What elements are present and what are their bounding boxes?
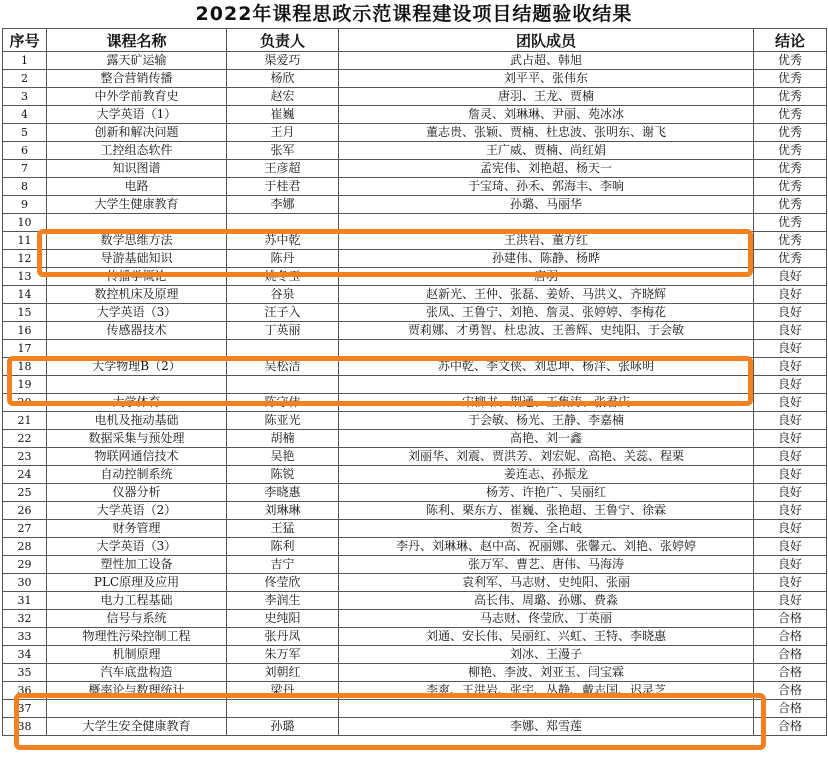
- cell-result: 优秀: [754, 106, 827, 124]
- highlight-box-row-36: [14, 693, 766, 750]
- cell-lead: 佟莹欣: [227, 574, 339, 592]
- cell-lead: 陈锐: [227, 466, 339, 484]
- cell-team: 张凤、王鲁宁、刘艳、詹灵、张婷婷、李梅花: [339, 304, 754, 322]
- cell-lead: 陈亚光: [227, 412, 339, 430]
- cell-index: 33: [3, 628, 47, 646]
- header-team: 团队成员: [339, 29, 754, 52]
- cell-course: 大学英语（3）: [47, 538, 227, 556]
- cell-course: 机制原理: [47, 646, 227, 664]
- cell-index: 23: [3, 448, 47, 466]
- cell-result: 良好: [754, 268, 827, 286]
- cell-result: 良好: [754, 394, 827, 412]
- cell-team: 孟宪伟、刘艳超、杨天一: [339, 160, 754, 178]
- cell-team: 高艳、刘一鑫: [339, 430, 754, 448]
- table-row: [3, 322, 827, 340]
- table-row: [3, 448, 827, 466]
- table-row: [3, 646, 827, 664]
- cell-team: 王洪岩、董方红: [339, 232, 754, 250]
- table-row: [3, 592, 827, 610]
- cell-team: 宋柳书、荆通、王集涛、张君庆: [339, 394, 754, 412]
- cell-lead: 姚冬玉: [227, 268, 339, 286]
- cell-index: 26: [3, 502, 47, 520]
- cell-team: 于宝琦、孙禾、郭海丰、李响: [339, 178, 754, 196]
- cell-lead: 苏中乾: [227, 232, 339, 250]
- cell-lead: 刘琳琳: [227, 502, 339, 520]
- cell-index: 2: [3, 70, 47, 88]
- cell-course: 大学英语（3）: [47, 304, 227, 322]
- cell-result: 良好: [754, 538, 827, 556]
- cell-course: 知识图谱: [47, 160, 227, 178]
- cell-lead: 陈利: [227, 538, 339, 556]
- cell-course: 物理性污染控制工程: [47, 628, 227, 646]
- cell-team: 王广威、贾楠、尚红娟: [339, 142, 754, 160]
- header-index: 序号: [3, 29, 47, 52]
- table-row: [3, 340, 827, 358]
- cell-result: 良好: [754, 430, 827, 448]
- cell-index: 7: [3, 160, 47, 178]
- cell-team: 李娜、郑雪莲: [339, 718, 754, 736]
- cell-result: 良好: [754, 574, 827, 592]
- cell-result: 优秀: [754, 124, 827, 142]
- table-row: [3, 142, 827, 160]
- cell-course: 大学英语（1）: [47, 106, 227, 124]
- cell-result: 良好: [754, 358, 827, 376]
- cell-team: 董志贵、张颖、贾楠、杜忠波、张明东、谢飞: [339, 124, 754, 142]
- cell-index: 32: [3, 610, 47, 628]
- cell-index: 5: [3, 124, 47, 142]
- cell-course: 导游基础知识: [47, 250, 227, 268]
- cell-result: 良好: [754, 592, 827, 610]
- cell-course: 电机及拖动基础: [47, 412, 227, 430]
- cell-course: 仪器分析: [47, 484, 227, 502]
- cell-team: 马志财、佟莹欣、丁英丽: [339, 610, 754, 628]
- cell-result: 良好: [754, 412, 827, 430]
- cell-course: 整合营销传播: [47, 70, 227, 88]
- cell-team: 杨芳、许艳广、吴丽红: [339, 484, 754, 502]
- cell-index: 15: [3, 304, 47, 322]
- cell-course: 大学体育: [47, 394, 227, 412]
- cell-lead: 丁英丽: [227, 322, 339, 340]
- cell-team: 于会敏、杨光、王静、李嘉楠: [339, 412, 754, 430]
- cell-team: 姜连志、孙振龙: [339, 466, 754, 484]
- cell-team: 赵新光、王仲、张磊、姜娇、马洪义、齐晓辉: [339, 286, 754, 304]
- cell-index: 6: [3, 142, 47, 160]
- table-row: [3, 430, 827, 448]
- cell-team: 柳艳、李波、刘亚玉、闫宝霖: [339, 664, 754, 682]
- cell-team: 孙璐、马丽华: [339, 196, 754, 214]
- cell-result: 合格: [754, 664, 827, 682]
- cell-result: 良好: [754, 376, 827, 394]
- cell-index: 20: [3, 394, 47, 412]
- table-row: [3, 196, 827, 214]
- cell-index: 1: [3, 52, 47, 70]
- highlight-box-row-18: [7, 356, 753, 406]
- cell-index: 36: [3, 682, 47, 700]
- cell-course: 中外学前教育史: [47, 88, 227, 106]
- cell-lead: [227, 340, 339, 358]
- cell-course: 自动控制系统: [47, 466, 227, 484]
- cell-course: 大学生健康教育: [47, 196, 227, 214]
- cell-index: 28: [3, 538, 47, 556]
- cell-result: 良好: [754, 322, 827, 340]
- cell-index: 18: [3, 358, 47, 376]
- table-row: [3, 664, 827, 682]
- cell-index: 10: [3, 214, 47, 232]
- cell-team: 刘丽华、刘震、贾洪芳、刘宏妮、高艳、关蕊、程栗: [339, 448, 754, 466]
- page-title: 2022年课程思政示范课程建设项目结题验收结果: [195, 3, 633, 25]
- cell-team: 李爽、王洪岩、张宇、丛静、戴志国、迟灵芝: [339, 682, 754, 700]
- table-row: [3, 70, 827, 88]
- header-row: [3, 29, 827, 52]
- header-result: 结论: [754, 29, 827, 52]
- table-row: [3, 88, 827, 106]
- cell-team: 袁利军、马志财、史纯阳、张丽: [339, 574, 754, 592]
- cell-result: 良好: [754, 520, 827, 538]
- cell-lead: 孙璐: [227, 718, 339, 736]
- cell-team: [339, 340, 754, 358]
- cell-index: 25: [3, 484, 47, 502]
- cell-course: 电力工程基础: [47, 592, 227, 610]
- cell-course: 塑性加工设备: [47, 556, 227, 574]
- cell-lead: 李润生: [227, 592, 339, 610]
- cell-index: 14: [3, 286, 47, 304]
- cell-index: 12: [3, 250, 47, 268]
- cell-course: 数控机床及原理: [47, 286, 227, 304]
- highlight-box-row-11: [37, 229, 753, 277]
- cell-result: 优秀: [754, 142, 827, 160]
- cell-result: 优秀: [754, 196, 827, 214]
- cell-course: 汽车底盘构造: [47, 664, 227, 682]
- table-row: [3, 304, 827, 322]
- cell-result: 优秀: [754, 88, 827, 106]
- table-row: [3, 466, 827, 484]
- table-row: [3, 502, 827, 520]
- cell-result: 优秀: [754, 178, 827, 196]
- cell-index: 37: [3, 700, 47, 718]
- table-row: [3, 484, 827, 502]
- cell-result: 合格: [754, 718, 827, 736]
- cell-index: 4: [3, 106, 47, 124]
- cell-index: 11: [3, 232, 47, 250]
- table-row: [3, 538, 827, 556]
- cell-lead: 史纯阳: [227, 610, 339, 628]
- cell-lead: 王猛: [227, 520, 339, 538]
- cell-team: 陈利、栗东方、崔巍、张艳超、王鲁宁、徐霖: [339, 502, 754, 520]
- cell-team: 孙建伟、陈静、杨晔: [339, 250, 754, 268]
- cell-result: 合格: [754, 682, 827, 700]
- cell-lead: 赵宏: [227, 88, 339, 106]
- cell-result: 良好: [754, 556, 827, 574]
- table-row: [3, 178, 827, 196]
- cell-course: 大学生安全健康教育: [47, 718, 227, 736]
- cell-course: 传播学概论: [47, 268, 227, 286]
- cell-lead: 陈丹: [227, 250, 339, 268]
- cell-lead: 李晓惠: [227, 484, 339, 502]
- cell-lead: 刘朝红: [227, 664, 339, 682]
- cell-result: 良好: [754, 484, 827, 502]
- cell-course: 财务管理: [47, 520, 227, 538]
- cell-course: 工控组态软件: [47, 142, 227, 160]
- cell-index: 16: [3, 322, 47, 340]
- cell-team: 苏中乾、李文侠、刘忠坤、杨洋、张咏明: [339, 358, 754, 376]
- cell-team: 李丹、刘琳琳、赵中高、祝丽娜、张馨元、刘艳、张婷婷: [339, 538, 754, 556]
- cell-result: 良好: [754, 286, 827, 304]
- cell-course: 数学思维方法: [47, 232, 227, 250]
- cell-result: 优秀: [754, 160, 827, 178]
- cell-team: 贺芳、全占岐: [339, 520, 754, 538]
- table-row: [3, 610, 827, 628]
- cell-index: 35: [3, 664, 47, 682]
- cell-course: 传感器技术: [47, 322, 227, 340]
- table-row: [3, 106, 827, 124]
- cell-course: 电路: [47, 178, 227, 196]
- cell-lead: 渠爱巧: [227, 52, 339, 70]
- cell-lead: 张丹凤: [227, 628, 339, 646]
- cell-result: 良好: [754, 448, 827, 466]
- cell-team: 贾莉娜、才勇智、杜忠波、王善辉、史纯阳、于会敏: [339, 322, 754, 340]
- cell-lead: 梁丹: [227, 682, 339, 700]
- cell-index: 29: [3, 556, 47, 574]
- header-lead: 负责人: [227, 29, 339, 52]
- cell-result: 良好: [754, 340, 827, 358]
- cell-index: 3: [3, 88, 47, 106]
- table-row: [3, 160, 827, 178]
- cell-result: 合格: [754, 700, 827, 718]
- cell-result: 合格: [754, 610, 827, 628]
- cell-team: 高长伟、周璐、孙娜、费淼: [339, 592, 754, 610]
- cell-lead: 吉宁: [227, 556, 339, 574]
- cell-index: 17: [3, 340, 47, 358]
- header-course: 课程名称: [47, 29, 227, 52]
- cell-course: [47, 340, 227, 358]
- cell-index: 9: [3, 196, 47, 214]
- cell-course: 概率论与数理统计: [47, 682, 227, 700]
- table-row: [3, 520, 827, 538]
- cell-course: 创新和解决问题: [47, 124, 227, 142]
- table-row: [3, 286, 827, 304]
- cell-result: 优秀: [754, 214, 827, 232]
- cell-result: 良好: [754, 304, 827, 322]
- cell-team: 唐羽、王龙、贾楠: [339, 88, 754, 106]
- cell-index: 19: [3, 376, 47, 394]
- table-row: [3, 124, 827, 142]
- cell-lead: 胡楠: [227, 430, 339, 448]
- cell-lead: 吴松洁: [227, 358, 339, 376]
- cell-lead: 崔巍: [227, 106, 339, 124]
- cell-lead: 于桂君: [227, 178, 339, 196]
- cell-lead: 杨欣: [227, 70, 339, 88]
- cell-team: 詹灵、刘琳琳、尹丽、苑冰冰: [339, 106, 754, 124]
- cell-lead: 李娜: [227, 196, 339, 214]
- cell-course: 大学物理B（2）: [47, 358, 227, 376]
- cell-result: 优秀: [754, 70, 827, 88]
- cell-result: 优秀: [754, 52, 827, 70]
- cell-lead: 谷泉: [227, 286, 339, 304]
- cell-course: 大学英语（2）: [47, 502, 227, 520]
- cell-index: 24: [3, 466, 47, 484]
- table-row: [3, 574, 827, 592]
- table-row: [3, 556, 827, 574]
- cell-course: PLC原理及应用: [47, 574, 227, 592]
- cell-index: 13: [3, 268, 47, 286]
- cell-team: 唐羽: [339, 268, 754, 286]
- cell-lead: 汪子入: [227, 304, 339, 322]
- cell-lead: 陈守伟: [227, 394, 339, 412]
- cell-team: 刘通、安长伟、吴丽红、兴虹、王特、李晓惠: [339, 628, 754, 646]
- cell-result: 合格: [754, 628, 827, 646]
- cell-team: 武占超、韩旭: [339, 52, 754, 70]
- cell-index: 34: [3, 646, 47, 664]
- table-row: [3, 412, 827, 430]
- cell-team: 张万军、曹艺、唐伟、马海涛: [339, 556, 754, 574]
- cell-index: 38: [3, 718, 47, 736]
- cell-lead: 张军: [227, 142, 339, 160]
- cell-result: 优秀: [754, 250, 827, 268]
- cell-lead: 朱万军: [227, 646, 339, 664]
- cell-result: 优秀: [754, 232, 827, 250]
- cell-team: 刘冰、王漫子: [339, 646, 754, 664]
- cell-index: 30: [3, 574, 47, 592]
- table-row: [3, 52, 827, 70]
- cell-result: 合格: [754, 646, 827, 664]
- table-row: [3, 628, 827, 646]
- cell-result: 良好: [754, 466, 827, 484]
- cell-result: 良好: [754, 502, 827, 520]
- cell-lead: 吴艳: [227, 448, 339, 466]
- cell-index: 21: [3, 412, 47, 430]
- cell-lead: 王彦超: [227, 160, 339, 178]
- cell-course: 数据采集与预处理: [47, 430, 227, 448]
- cell-team: 刘平平、张伟东: [339, 70, 754, 88]
- cell-course: 物联网通信技术: [47, 448, 227, 466]
- cell-index: 22: [3, 430, 47, 448]
- cell-course: 信号与系统: [47, 610, 227, 628]
- cell-index: 31: [3, 592, 47, 610]
- cell-course: 露天矿运输: [47, 52, 227, 70]
- cell-index: 27: [3, 520, 47, 538]
- cell-lead: 王月: [227, 124, 339, 142]
- cell-index: 8: [3, 178, 47, 196]
